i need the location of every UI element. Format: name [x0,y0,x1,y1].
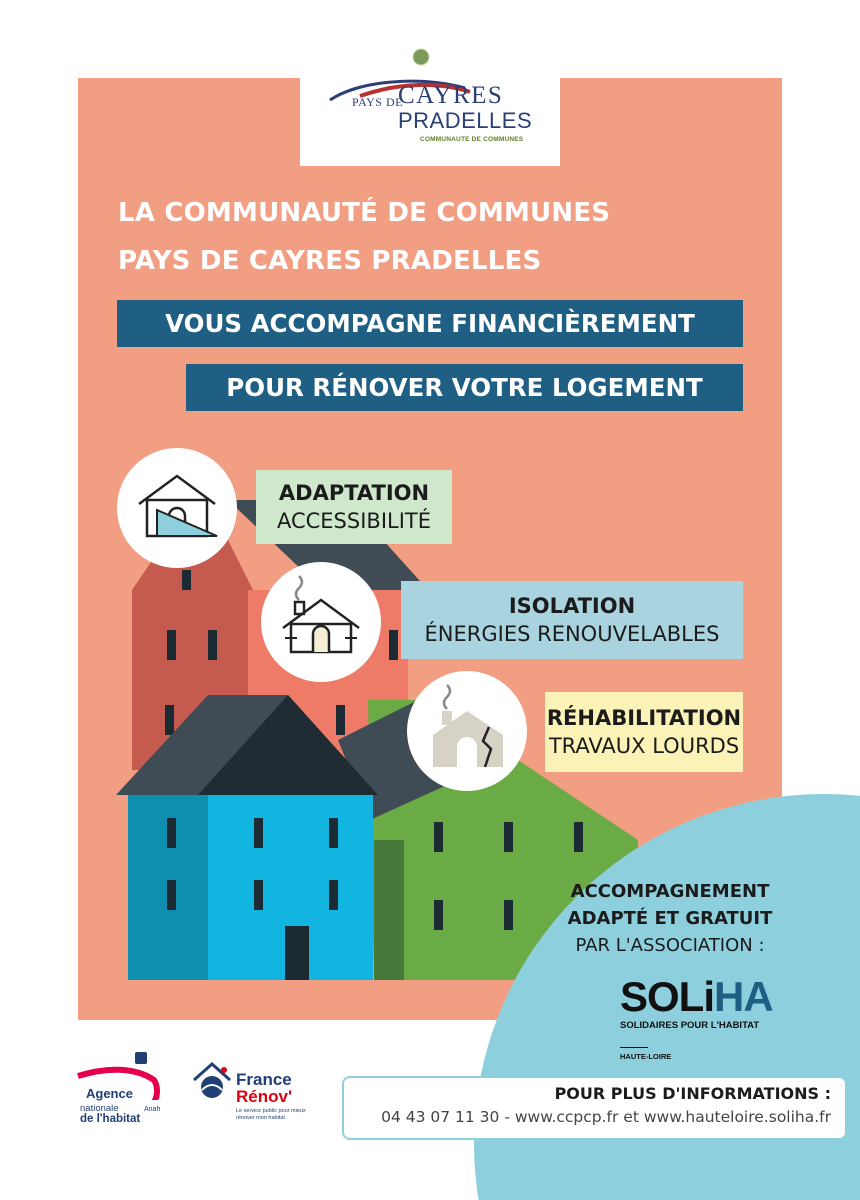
france-renov-tagline: Le service public pour mieux rénover mon habitat [236,1108,306,1121]
france-renov-logo [190,1058,330,1128]
info-contact: 04 43 07 11 30 - www.ccpcp.fr et www.hauteloire.soliha.fr [381,1108,831,1126]
france-renov-house-icon [190,1060,236,1100]
house-cracked-icon [407,671,527,791]
globe-icon [412,48,430,66]
house-ramp-icon [117,448,237,568]
category-isolation [401,581,743,659]
logo-subtitle: COMMUNAUTE DE COMMUNES [420,136,524,143]
category-rehabilitation-subtitle: TRAVAUX LOURDS [548,734,740,758]
rehab-icon-circle [407,671,527,791]
france-renov-line-1: France [236,1070,292,1089]
pays-cayres-pradelles-logo [300,78,560,166]
soliha-word-part1: SOLi [620,973,715,1020]
banner-financement [117,300,743,347]
category-isolation-title: ISOLATION [508,594,636,618]
banner-renovation [186,364,743,411]
anah-abbreviation: Anah [144,1106,161,1113]
soliha-subtitle: SOLIDAIRES POUR L'HABITAT [620,1020,760,1031]
category-adaptation-title: ADAPTATION [278,481,430,505]
adaptation-icon-circle [117,448,237,568]
soliha-logo [620,975,790,1061]
isolation-icon-circle [261,562,381,682]
house-chimney-icon [261,562,381,682]
category-isolation-subtitle: ÉNERGIES RENOUVELABLES [424,622,720,646]
support-line-3: PAR L'ASSOCIATION : [575,935,765,956]
info-title: POUR PLUS D'INFORMATIONS : [554,1084,831,1103]
logo-small-text: PAYS DE [352,95,403,109]
support-text [500,878,840,959]
france-renov-line-2: Rénov' [236,1087,292,1106]
anah-subtitle-2: de l'habitat [80,1113,141,1125]
anah-title: Agence [86,1086,133,1101]
banner-financement-text: VOUS ACCOMPAGNE FINANCIÈREMENT [165,309,695,338]
support-line-1: ACCOMPAGNEMENT [570,881,770,902]
logo-pradelles-text: PRADELLES [398,108,533,133]
info-box [342,1076,847,1140]
category-rehabilitation [545,692,743,772]
soliha-divider [620,1047,648,1048]
support-line-2: ADAPTÉ ET GRATUIT [567,908,773,929]
headline-line-2: PAYS DE CAYRES PRADELLES [118,246,542,276]
anah-logo [74,1050,174,1130]
soliha-word-part2: HA [714,973,773,1020]
category-adaptation-subtitle: ACCESSIBILITÉ [276,509,432,533]
soliha-wordmark [620,975,790,1019]
category-rehabilitation-title: RÉHABILITATION [546,706,742,730]
banner-renovation-text: POUR RÉNOVER VOTRE LOGEMENT [226,373,703,402]
soliha-department: HAUTE-LOIRE [620,1052,672,1061]
headline-line-1: LA COMMUNAUTÉ DE COMMUNES [118,198,611,228]
blue-building-door [285,926,309,980]
category-adaptation [256,470,452,544]
anah-subtitle-1: nationale [80,1103,119,1114]
logo-big-text: CAYRES [398,82,504,109]
